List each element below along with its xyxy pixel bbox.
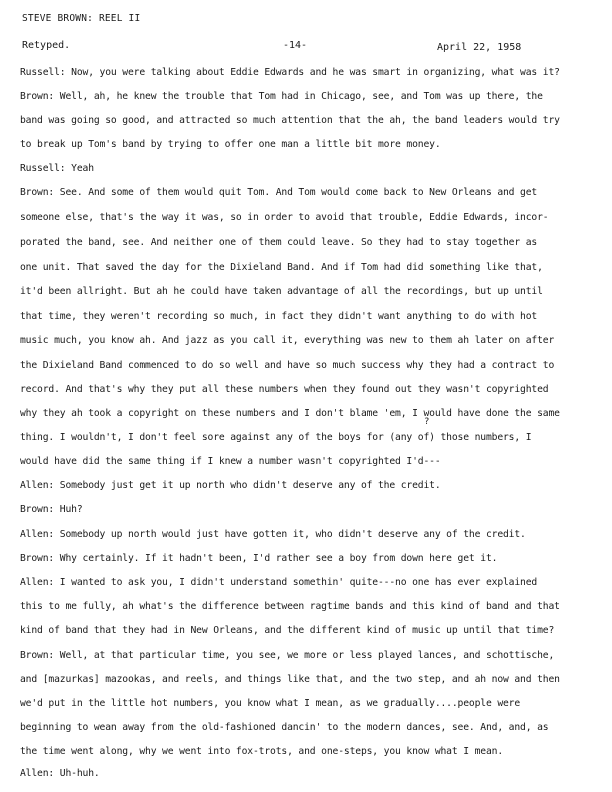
- transcript-line: someone else, that's the way it was, so in order to avoid that trouble, Eddie Edwards, incor-: [20, 212, 549, 223]
- transcript-line: one unit. That saved the day for the Dixieland Band. And if Tom had did something like that,: [20, 262, 543, 273]
- transcript-line: band was going so good, and attracted so much attention that the ah, the band leaders would try: [20, 115, 560, 126]
- transcript-line: Russell: Now, you were talking about Eddie Edwards and he was smart in organizing, what was it?: [20, 67, 560, 78]
- transcript-line: Brown: Huh?: [20, 504, 83, 515]
- transcript-line: Brown: Why certainly. If it hadn't been, I'd rather see a boy from down here get it.: [20, 553, 498, 564]
- transcript-line: and [mazurkas] mazookas, and reels, and things like that, and the two step, and ah now and then: [20, 674, 560, 685]
- transcript-line: porated the band, see. And neither one of them could leave. So they had to stay together as: [20, 237, 538, 248]
- transcript-line: to break up Tom's band by trying to offer one man a little bit more money.: [20, 139, 441, 150]
- page-number: -14-: [283, 40, 308, 51]
- transcript-line: Allen: Somebody up north would just have gotten it, who didn't deserve any of the credit.: [20, 529, 526, 540]
- transcript-line: beginning to wean away from the old-fashioned dancin' to the modern dances, see. And, and, as: [20, 722, 549, 733]
- transcript-line: thing. I wouldn't, I don't feel sore against any of the boys for (any of) those numbers, I: [20, 432, 532, 443]
- transcript-line: record. And that's why they put all these numbers when they found out they wasn't copyrighted: [20, 384, 549, 395]
- transcript-line: Allen: Somebody just get it up north who didn't deserve any of the credit.: [20, 480, 441, 491]
- handwritten-question-mark: ?: [424, 417, 430, 427]
- transcript-line: Brown: Well, ah, he knew the trouble that Tom had in Chicago, see, and Tom was up there, the: [20, 91, 543, 102]
- retyped-note: Retyped.: [22, 40, 71, 51]
- transcript-line: the time went along, why we went into fox-trots, and one-steps, you know what I mean.: [20, 746, 504, 757]
- transcript-line: that time, they weren't recording so much, in fact they didn't want anything to do with hot: [20, 311, 538, 322]
- transcript-line: the Dixieland Band commenced to do so well and have so much success why they had a contract to: [20, 360, 555, 371]
- transcript-line: Brown: Well, at that particular time, you see, we more or less played lances, and schottische,: [20, 650, 555, 661]
- transcript-line: kind of band that they had in New Orleans, and the different kind of music up until that time?: [20, 625, 555, 636]
- transcript-line: music much, you know ah. And jazz as you call it, everything was new to them ah later on after: [20, 335, 555, 346]
- transcript-line: we'd put in the little hot numbers, you know what I mean, as we gradually....people were: [20, 698, 521, 709]
- transcript-line: this to me fully, ah what's the difference between ragtime bands and this kind of band and that: [20, 601, 560, 612]
- transcript-line: Russell: Yeah: [20, 163, 94, 174]
- transcript-line: why they ah took a copyright on these numbers and I don't blame 'em, I would have done the same: [20, 408, 560, 419]
- transcript-line: Allen: I wanted to ask you, I didn't understand somethin' quite---no one has ever explained: [20, 577, 538, 588]
- transcript-line: Brown: See. And some of them would quit Tom. And Tom would come back to New Orleans and get: [20, 187, 538, 198]
- transcript-line: Allen: Uh-huh.: [20, 768, 100, 779]
- reel-title: STEVE BROWN: REEL II: [22, 13, 141, 24]
- transcript-line: would have did the same thing if I knew a number wasn't copyrighted I'd---: [20, 456, 441, 467]
- transcript-line: it'd been allright. But ah he could have taken advantage of all the recordings, but up until: [20, 286, 543, 297]
- interview-date: April 22, 1958: [437, 42, 522, 53]
